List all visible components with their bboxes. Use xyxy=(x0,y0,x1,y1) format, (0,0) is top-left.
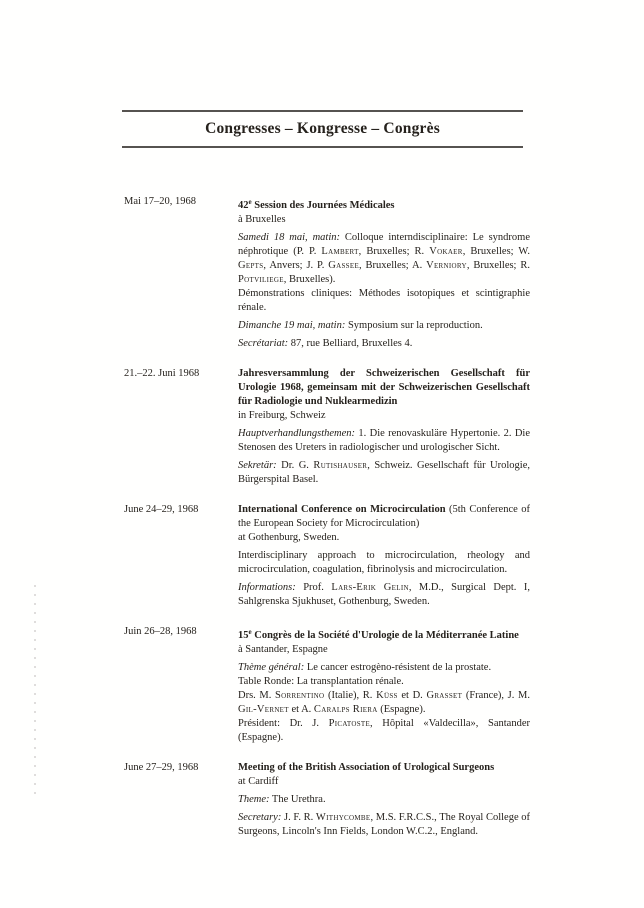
text-run: Colloque interndisciplinaire: Le syndrome néphrotique (P. P. xyxy=(238,232,531,257)
text-run: Symposium sur la reproduction. xyxy=(345,320,483,331)
entry-paragraph xyxy=(238,459,530,487)
text-run: Secrétariat: xyxy=(238,338,289,349)
entry-date: Mai 17–20, 1968 xyxy=(124,196,197,207)
text-run: e xyxy=(248,198,252,206)
entry-location: à Santander, Espagne xyxy=(238,644,328,655)
entry-date: June 24–29, 1968 xyxy=(124,504,199,515)
text-run: Küss xyxy=(376,690,398,701)
text-run: Président: Dr. J. xyxy=(238,718,329,729)
text-run: , Bruxelles; R. xyxy=(466,260,530,271)
entry-title xyxy=(238,367,530,409)
scan-artifact xyxy=(34,585,36,800)
entry-paragraph xyxy=(238,337,530,351)
entry-content xyxy=(238,503,530,609)
text-run: (5th Conference of the European Society for Microcirculation) xyxy=(238,504,530,529)
text-run: Gepts xyxy=(238,260,264,271)
text-run: Picatoste xyxy=(328,718,371,729)
text-run: , Bruxelles; R. xyxy=(358,246,430,257)
text-run: , M.D., Surgical Dept. I, Sahlgrenska Sjukhuset, Gothenburg, Sweden. xyxy=(238,582,530,607)
text-run: Démonstrations cliniques: Méthodes isotopiques et scintigraphie rénale. xyxy=(238,288,530,313)
congress-entry xyxy=(124,503,530,609)
congress-entry xyxy=(124,761,530,839)
text-run: , Bruxelles; W. xyxy=(462,246,530,257)
entry-title xyxy=(238,503,530,531)
entry-paragraph xyxy=(238,287,530,315)
text-run: Session des Journées Médicales xyxy=(251,200,395,211)
text-run: Congrès de la Société d'Urologie de la Méditerranée Latine xyxy=(251,630,519,641)
text-run: Gassee xyxy=(328,260,360,271)
section-header xyxy=(122,110,523,148)
text-run: Table Ronde: La transplantation rénale. xyxy=(238,676,404,687)
text-run: 42 xyxy=(238,200,249,211)
text-run: Lambert xyxy=(321,246,359,257)
text-run: Le cancer estrogèno-résistent de la prostate. xyxy=(304,662,492,673)
entry-paragraph xyxy=(238,581,530,609)
text-run: Gil-Vernet xyxy=(238,704,289,715)
entry-date: Juin 26–28, 1968 xyxy=(124,626,197,637)
text-run: 87, rue Belliard, Bruxelles 4. xyxy=(288,338,413,349)
text-run: , M.S. F.R.C.S., The Royal College of Surgeons, Lincoln's Inn Fields, London W.C.2., England. xyxy=(238,812,530,837)
text-run: Lars-Erik Gelin xyxy=(331,582,409,593)
entry-title xyxy=(238,625,530,643)
text-run: International Conference on Microcirculation xyxy=(238,504,446,515)
text-run: (Italie), R. xyxy=(324,690,377,701)
text-run: et D. xyxy=(397,690,427,701)
entry-paragraph xyxy=(238,231,530,287)
text-run: 1. Die renovaskuläre Hypertonie. 2. Die Stenosen des Ureters in radiologischer und urologischer Sicht. xyxy=(238,428,530,453)
entry-content xyxy=(238,625,530,745)
entry-location: at Cardiff xyxy=(238,776,279,787)
entry-paragraph xyxy=(238,793,530,807)
congress-list xyxy=(124,195,530,855)
entry-paragraph xyxy=(238,427,530,455)
text-run: , Anvers; J. P. xyxy=(263,260,329,271)
text-run: Hauptverhandlungsthemen: xyxy=(238,428,356,439)
entry-paragraph xyxy=(238,319,530,333)
entry-title xyxy=(238,195,530,213)
text-run: J. F. R. xyxy=(281,812,316,823)
text-run: Vokaer xyxy=(429,246,463,257)
entry-paragraph xyxy=(238,675,530,689)
text-run: Theme: xyxy=(238,794,270,805)
text-run: Potviliege xyxy=(238,274,284,285)
entry-paragraph xyxy=(238,549,530,577)
text-run: , Bruxelles). xyxy=(283,274,336,285)
text-run: , Bruxelles; A. xyxy=(359,260,427,271)
text-run: Meeting of the British Association of Urological Surgeons xyxy=(238,762,495,773)
entry-location: at Gothenburg, Sweden. xyxy=(238,532,340,543)
entry-paragraph xyxy=(238,811,530,839)
entry-content xyxy=(238,367,530,487)
text-run: Verniory xyxy=(426,260,467,271)
text-run: Dr. G. xyxy=(276,460,314,471)
congress-entry xyxy=(124,195,530,351)
text-run: Withycombe xyxy=(315,812,371,823)
text-run: Jahresversammlung der Schweizerischen Gesellschaft für Urologie 1968, gemeinsam mit der Schweizerischen Gesellschaft für Radiologie und Nuklearmedizin xyxy=(238,368,530,407)
entry-paragraph xyxy=(238,717,530,745)
entry-title xyxy=(238,761,530,775)
text-run: Thème général: xyxy=(238,662,305,673)
entry-content xyxy=(238,195,530,351)
text-run: Samedi 18 mai, matin: xyxy=(238,232,340,243)
congress-entry xyxy=(124,625,530,745)
entry-paragraph xyxy=(238,661,530,675)
text-run: , Hôpital «Valdecilla», Santander (Espagne). xyxy=(238,718,530,743)
entry-location: in Freiburg, Schweiz xyxy=(238,410,326,421)
entry-content xyxy=(238,761,530,839)
entry-date: June 27–29, 1968 xyxy=(124,762,199,773)
text-run: Secretary: xyxy=(238,812,282,823)
text-run: Rutishauser xyxy=(313,460,368,471)
text-run: 15 xyxy=(238,630,249,641)
text-run: Dimanche 19 mai, matin: xyxy=(238,320,346,331)
text-run: (France), J. M. xyxy=(462,690,530,701)
text-run: Sekretär: xyxy=(238,460,277,471)
text-run: Prof. xyxy=(295,582,332,593)
entry-date: 21.–22. Juni 1968 xyxy=(124,368,200,379)
text-run: Drs. M. xyxy=(238,690,276,701)
congress-entry xyxy=(124,367,530,487)
page-title: Congresses – Kongresse – Congrès xyxy=(205,120,440,137)
text-run: (Espagne). xyxy=(377,704,426,715)
text-run: Informations: xyxy=(238,582,296,593)
text-run: et A. xyxy=(288,704,314,715)
text-run: e xyxy=(248,628,252,636)
text-run: The Urethra. xyxy=(269,794,326,805)
text-run: Caralps Riera xyxy=(313,704,378,715)
text-run: Sorrentino xyxy=(275,690,325,701)
entry-paragraph xyxy=(238,689,530,717)
text-run: , Schweiz. Gesellschaft für Urologie, Bürgerspital Basel. xyxy=(238,460,530,485)
entry-location: à Bruxelles xyxy=(238,214,286,225)
text-run: Grasset xyxy=(426,690,463,701)
text-run: Interdisciplinary approach to microcirculation, rheology and microcirculation, coagulation, fibrinolysis and microcirculation. xyxy=(238,550,530,575)
